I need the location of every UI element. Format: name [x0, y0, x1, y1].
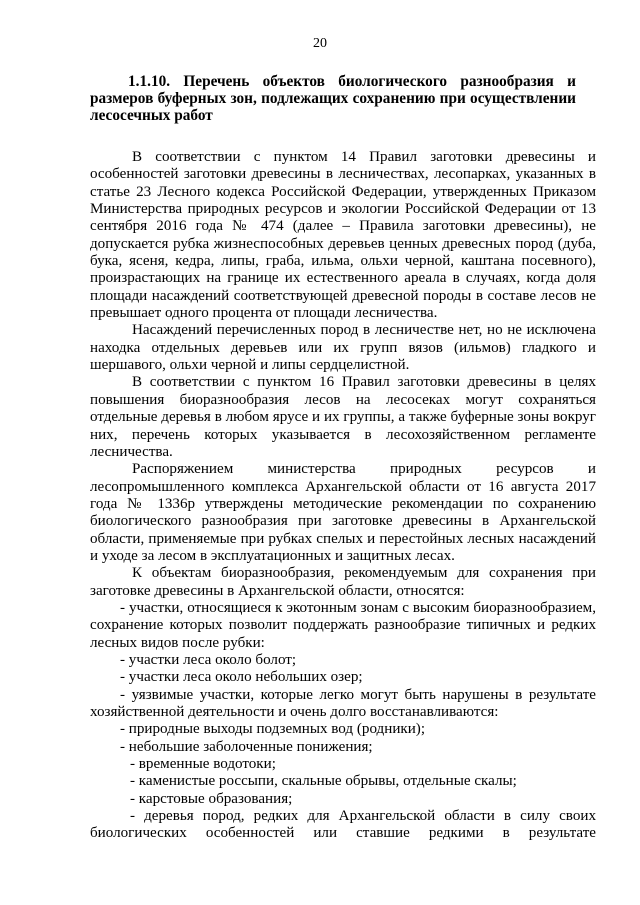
paragraph: В соответствии с пунктом 14 Правил заготовки древесины и особенностей заготовки древесины в лесничествах, лесопарках, указанных в статье 23 Лесного кодекса Российской Федерации, утвержденных Приказом Министерства природных ресурсов и экологии Российской Федерации от 13 сентября 2016 года № 474 (далее – Правила заготовки древесины), не допускается рубка жизнеспособных деревьев ценных древесных пород (дуба, бука, ясеня, кедра, липы, граба, ильма, ольхи черной, каштана посевного), произрастающих на границе их естественного ареала в случаях, когда доля площади насаждений соответствующей древесной породы в составе лесов не превышает одного процента от площади лесничества. [90, 149, 596, 322]
list-item: - участки, относящиеся к экотонным зонам с высоким биоразнообразием, сохранение которых позволит поддержать разнообразие типичных и редких лесных видов после рубки: [90, 599, 596, 651]
body-text [90, 149, 596, 843]
list-item: - карстовые образования; [130, 790, 293, 807]
list-item: - временные водотоки; [130, 756, 276, 773]
list-item: - участки леса около болот; [120, 651, 297, 668]
list-item: - уязвимые участки, которые легко могут быть нарушены в результате хозяйственной деятельности и очень долго восстанавливаются: [90, 686, 596, 720]
paragraph: В соответствии с пунктом 16 Правил заготовки древесины в целях повышения биоразнообразия лесов на лесосеках могут сохраняться отдельные деревья в любом ярусе и их группы, а также буферные зоны вокруг них, перечень которых указывается в лесохозяйственном регламенте лесничества. [90, 374, 596, 460]
page-number: 20 [313, 36, 327, 51]
paragraph: Насаждений перечисленных пород в лесничестве нет, но не исключена находка отдельных деревьев или их групп вязов (ильмов) гладкого и шершавого, ольхи черной и липы сердцелистной. [90, 322, 596, 374]
list-item: - деревья пород, редких для Архангельской области в силу своих биологических особенностей или ставшие редкими в результате [90, 808, 596, 842]
list-item: - небольшие заболоченные понижения; [120, 738, 373, 755]
list-item: - каменистые россыпи, скальные обрывы, отдельные скалы; [130, 773, 517, 790]
paragraph: Распоряжением министерства природных ресурсов и лесопромышленного комплекса Архангельской области от 16 августа 2017 года № 1336р утверждены методические рекомендации по сохранению биологического разнообразия при заготовке древесины в Архангельской области, применяемые при рубках спелых и перестойных лесных насаждений и уходе за лесом в эксплуатационных и защитных лесах. [90, 461, 596, 564]
paragraph: К объектам биоразнообразия, рекомендуемым для сохранения при заготовке древесины в Архангельской области, относятся: [90, 565, 596, 599]
section-heading: 1.1.10. Перечень объектов биологического разнообразия и размеров буферных зон, подлежащих сохранению при осуществлении лесосечных работ [90, 73, 576, 124]
list-item: - участки леса около небольших озер; [120, 669, 363, 686]
list-item: - природные выходы подземных вод (родники); [120, 721, 426, 738]
